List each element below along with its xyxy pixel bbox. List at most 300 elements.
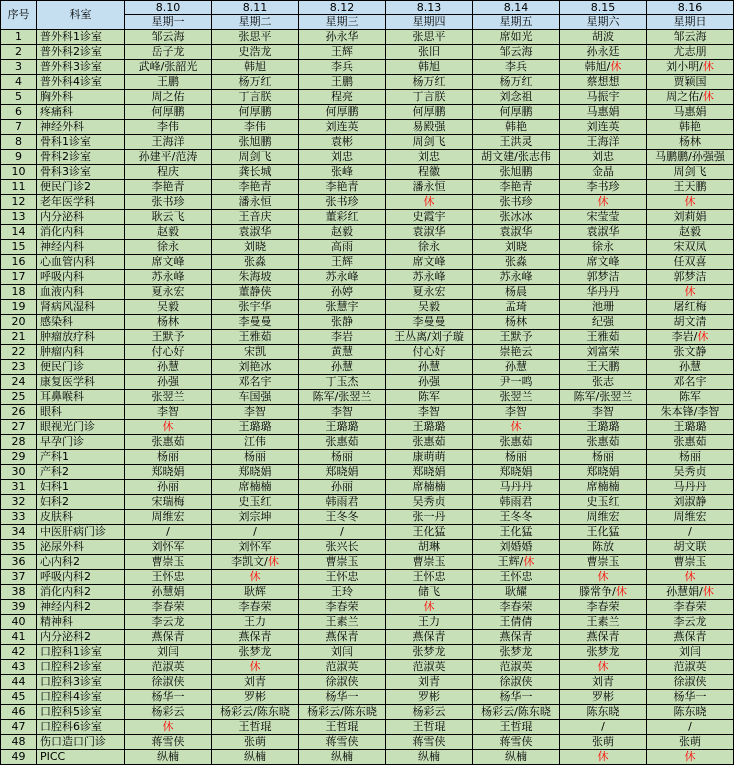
duty-cell: 吴秀贞 [386, 495, 473, 510]
duty-cell: 郑晓娟 [125, 465, 212, 480]
duty-cell: 张思平 [386, 30, 473, 45]
duty-cell: 燕保青 [299, 630, 386, 645]
duty-cell: 曹崇玉 [125, 555, 212, 570]
table-row [1, 615, 734, 630]
table-row [1, 270, 734, 285]
duty-cell: 燕保青 [473, 630, 560, 645]
duty-cell: 邹云海 [647, 30, 734, 45]
duty-cell [212, 660, 299, 675]
duty-cell: 王力 [212, 615, 299, 630]
duty-cell: 张梦龙 [212, 645, 299, 660]
duty-cell: 刘闫 [299, 645, 386, 660]
duty-cell: 郭梦洁 [560, 270, 647, 285]
duty-cell: 耿云飞 [125, 210, 212, 225]
duty-cell: 陈放 [560, 540, 647, 555]
duty-cell: 孙强 [386, 375, 473, 390]
rest-mark: 休 [267, 555, 279, 568]
duty-cell: 韩雨君 [473, 495, 560, 510]
duty-cell: 王雅茹 [212, 330, 299, 345]
duty-cell: 张惠茹 [299, 435, 386, 450]
duty-cell: 席楠楠 [212, 480, 299, 495]
table-row [1, 345, 734, 360]
duty-cell: 李书珍 [560, 180, 647, 195]
dept-name: 产科2 [37, 465, 125, 480]
row-number: 24 [1, 375, 37, 390]
duty-cell: 王璐璐 [212, 420, 299, 435]
table-row [1, 690, 734, 705]
duty-cell: 曹崇玉 [386, 555, 473, 570]
duty-cell: 马惠娟 [647, 105, 734, 120]
duty-cell: 纵楠 [212, 750, 299, 765]
duty-cell: 王哲琨 [473, 720, 560, 735]
duty-cell: 孟琦 [473, 300, 560, 315]
duty-cell: 刘青 [560, 675, 647, 690]
dept-name: 内分泌科2 [37, 630, 125, 645]
dept-name: 精神科 [37, 615, 125, 630]
duty-cell: 张惠茹 [125, 435, 212, 450]
duty-cell: 李春荣 [212, 600, 299, 615]
table-row [1, 105, 734, 120]
duty-cell: 孙建平/范涛 [125, 150, 212, 165]
dept-name: 普外科2诊室 [37, 45, 125, 60]
row-number: 2 [1, 45, 37, 60]
dept-name: 口腔科1诊室 [37, 645, 125, 660]
duty-cell: 杨林 [473, 315, 560, 330]
dept-name: 皮肤科 [37, 510, 125, 525]
duty-cell [647, 330, 734, 345]
duty-cell [647, 90, 734, 105]
duty-cell: 徐淑侠 [125, 675, 212, 690]
duty-cell: 李智 [212, 405, 299, 420]
duty-cell: 孙丽 [299, 480, 386, 495]
duty-cell: 李春荣 [560, 600, 647, 615]
duty-cell: 罗彬 [386, 690, 473, 705]
date-header: 8.10 [125, 1, 212, 15]
duty-cell: 史玉红 [212, 495, 299, 510]
duty-cell: 李春荣 [299, 600, 386, 615]
duty-cell: 李曼曼 [212, 315, 299, 330]
rest-mark: 休 [702, 90, 714, 103]
duty-cell: 郑晓娟 [560, 465, 647, 480]
dept-name: 骨科3诊室 [37, 165, 125, 180]
duty-cell: 陈军 [647, 390, 734, 405]
row-number: 38 [1, 585, 37, 600]
table-row [1, 60, 734, 75]
weekday-header: 星期三 [299, 15, 386, 30]
duty-cell: 李曼曼 [386, 315, 473, 330]
duty-cell: 纵楠 [386, 750, 473, 765]
duty-cell: 杨丽 [647, 450, 734, 465]
duty-cell: 史霞宇 [386, 210, 473, 225]
dept-column-header: 科室 [37, 1, 125, 30]
duty-cell: / [299, 525, 386, 540]
duty-cell: 孙丽 [125, 480, 212, 495]
dept-name: 心血管内科 [37, 255, 125, 270]
duty-cell: 吴毅 [386, 300, 473, 315]
duty-cell: 孙慧 [647, 360, 734, 375]
doctor-name: 李凯文/ [231, 555, 268, 568]
duty-cell [473, 420, 560, 435]
rest-mark: 休 [702, 585, 714, 598]
row-number: 7 [1, 120, 37, 135]
duty-cell: / [647, 720, 734, 735]
duty-cell: 李艳青 [299, 180, 386, 195]
weekday-header: 星期日 [647, 15, 734, 30]
table-row [1, 45, 734, 60]
rest-mark: 休 [684, 750, 696, 763]
duty-cell: 刘宗坤 [212, 510, 299, 525]
duty-cell: 王玲 [299, 585, 386, 600]
duty-cell: 王天鹏 [560, 360, 647, 375]
duty-cell: 高雨 [299, 240, 386, 255]
duty-cell: 燕保青 [212, 630, 299, 645]
duty-cell [647, 570, 734, 585]
row-number: 8 [1, 135, 37, 150]
duty-cell: 王冬冬 [473, 510, 560, 525]
table-row [1, 660, 734, 675]
rest-mark: 休 [249, 660, 261, 673]
row-number: 47 [1, 720, 37, 735]
duty-cell: 刘莉娟 [647, 210, 734, 225]
duty-cell [647, 195, 734, 210]
table-row [1, 405, 734, 420]
duty-cell: 袁淑华 [212, 225, 299, 240]
duty-cell: 郑晓娟 [299, 465, 386, 480]
duty-cell: 王雅茹 [560, 330, 647, 345]
dept-name: 肿瘤放疗科 [37, 330, 125, 345]
duty-cell: 杨晨 [473, 285, 560, 300]
duty-cell: 王海洋 [560, 135, 647, 150]
rest-mark: 休 [615, 585, 627, 598]
duty-cell: 王鹏 [299, 75, 386, 90]
weekday-header: 星期六 [560, 15, 647, 30]
duty-cell: 张翌兰 [125, 390, 212, 405]
duty-cell: 李艳青 [473, 180, 560, 195]
table-row [1, 480, 734, 495]
duty-cell: 徐永 [386, 240, 473, 255]
duty-cell: 周维宏 [125, 510, 212, 525]
table-row [1, 600, 734, 615]
dept-name: 妇科2 [37, 495, 125, 510]
date-header: 8.15 [560, 1, 647, 15]
duty-cell: 张峰 [299, 165, 386, 180]
duty-cell: 王化猛 [386, 525, 473, 540]
row-number: 36 [1, 555, 37, 570]
duty-cell: / [560, 720, 647, 735]
duty-cell: / [125, 525, 212, 540]
dept-name: 妇科1 [37, 480, 125, 495]
duty-cell: 韩艳 [473, 120, 560, 135]
table-row [1, 210, 734, 225]
duty-cell: 耿耀 [473, 585, 560, 600]
row-number: 6 [1, 105, 37, 120]
duty-cell: 李岩 [299, 330, 386, 345]
duty-cell: 王怀忠 [473, 570, 560, 585]
row-number: 19 [1, 300, 37, 315]
row-number: 32 [1, 495, 37, 510]
duty-cell: 郑晓娟 [386, 465, 473, 480]
duty-cell: 孙永华 [299, 30, 386, 45]
duty-cell: 刘闫 [647, 645, 734, 660]
dept-name: 普外科1诊室 [37, 30, 125, 45]
duty-cell [560, 60, 647, 75]
duty-cell: 易殿强 [386, 120, 473, 135]
duty-cell: 何厚鹏 [473, 105, 560, 120]
duty-cell: 王冬冬 [299, 510, 386, 525]
duty-cell: 王天鹏 [647, 180, 734, 195]
duty-cell: 赵毅 [125, 225, 212, 240]
duty-cell: 周剑飞 [386, 135, 473, 150]
duty-cell [560, 195, 647, 210]
duty-cell: 程庆 [125, 165, 212, 180]
duty-cell: 范淑英 [386, 660, 473, 675]
dept-name: 便民门诊 [37, 360, 125, 375]
duty-cell: 王海洋 [125, 135, 212, 150]
table-row [1, 555, 734, 570]
duty-cell: 刘晓 [212, 240, 299, 255]
table-row [1, 420, 734, 435]
duty-cell: 丁言朕 [386, 90, 473, 105]
duty-cell: 王倩倩 [473, 615, 560, 630]
duty-cell: 杨丽 [212, 450, 299, 465]
duty-cell [473, 555, 560, 570]
duty-cell: 王素兰 [560, 615, 647, 630]
table-row [1, 150, 734, 165]
duty-cell [125, 720, 212, 735]
duty-cell: 张旭鹏 [212, 135, 299, 150]
row-number: 23 [1, 360, 37, 375]
duty-cell: 王洪灵 [473, 135, 560, 150]
duty-cell: 龚长城 [212, 165, 299, 180]
row-number: 21 [1, 330, 37, 345]
duty-cell: 刘青 [386, 675, 473, 690]
duty-cell: 席如光 [473, 30, 560, 45]
row-number: 40 [1, 615, 37, 630]
rest-mark: 休 [249, 570, 261, 583]
duty-cell: 王怀忠 [299, 570, 386, 585]
duty-cell: 张宇华 [212, 300, 299, 315]
duty-cell: 刘晓 [473, 240, 560, 255]
duty-cell: 杨华一 [125, 690, 212, 705]
duty-cell: 张书珍 [125, 195, 212, 210]
duty-cell: 袁淑华 [386, 225, 473, 240]
duty-cell: 王音庆 [212, 210, 299, 225]
duty-cell: 王默予 [125, 330, 212, 345]
seq-column-header: 序号 [1, 1, 37, 30]
row-number: 46 [1, 705, 37, 720]
duty-cell: 孙婷 [299, 285, 386, 300]
duty-cell: 纵楠 [473, 750, 560, 765]
duty-cell [560, 585, 647, 600]
duty-cell: 付心好 [386, 345, 473, 360]
duty-cell: 王璐璐 [386, 420, 473, 435]
duty-cell: 孙慧 [473, 360, 560, 375]
duty-cell: 蒋雪侠 [386, 735, 473, 750]
dept-name: 血液内科 [37, 285, 125, 300]
duty-cell [212, 555, 299, 570]
doctor-name: 孙慧娟/ [666, 585, 703, 598]
rest-mark: 休 [597, 750, 609, 763]
duty-cell: 张志 [560, 375, 647, 390]
duty-cell: 邹云海 [125, 30, 212, 45]
duty-cell: 张冰冰 [473, 210, 560, 225]
duty-cell: 杨万红 [386, 75, 473, 90]
rest-mark: 休 [423, 195, 435, 208]
duty-cell: 马惠娟 [560, 105, 647, 120]
duty-cell: 王辉 [299, 45, 386, 60]
duty-cell: 张淼 [212, 255, 299, 270]
duty-cell: 范淑英 [473, 660, 560, 675]
duty-cell: 罗彬 [212, 690, 299, 705]
table-row [1, 195, 734, 210]
rest-mark: 休 [510, 420, 522, 433]
duty-cell: 蒋雪侠 [299, 735, 386, 750]
duty-cell: 胡文建/张志伟 [473, 150, 560, 165]
row-number: 5 [1, 90, 37, 105]
duty-cell: 孙慧 [125, 360, 212, 375]
row-number: 13 [1, 210, 37, 225]
duty-cell: 康萌萌 [386, 450, 473, 465]
duty-cell: 李智 [560, 405, 647, 420]
duty-cell: 席文峰 [386, 255, 473, 270]
duty-cell [560, 750, 647, 765]
duty-cell: 张惠茹 [647, 435, 734, 450]
duty-cell: 杨丽 [473, 450, 560, 465]
duty-cell: 张萌 [647, 735, 734, 750]
table-row [1, 90, 734, 105]
dept-name: 伤口造口门诊 [37, 735, 125, 750]
duty-cell: 夏永宏 [125, 285, 212, 300]
dept-name: 神经内科 [37, 240, 125, 255]
duty-cell: 吴秀贞 [647, 465, 734, 480]
dept-name: 便民门诊2 [37, 180, 125, 195]
duty-cell: 李智 [299, 405, 386, 420]
rest-mark: 休 [597, 660, 609, 673]
row-number: 18 [1, 285, 37, 300]
duty-cell: 丁言朕 [212, 90, 299, 105]
duty-cell: 王怀忠 [125, 570, 212, 585]
duty-cell: 孙慧 [386, 360, 473, 375]
duty-cell: 李智 [473, 405, 560, 420]
table-row [1, 645, 734, 660]
table-row [1, 135, 734, 150]
duty-cell: 王怀忠 [386, 570, 473, 585]
duty-cell: 纵楠 [299, 750, 386, 765]
table-row [1, 540, 734, 555]
duty-cell [386, 600, 473, 615]
duty-cell [560, 570, 647, 585]
row-number: 10 [1, 165, 37, 180]
rest-mark: 休 [162, 720, 174, 733]
roster-body [1, 30, 734, 765]
row-number: 37 [1, 570, 37, 585]
duty-cell: 罗彬 [560, 690, 647, 705]
duty-cell: 马丹丹 [647, 480, 734, 495]
duty-cell: 李智 [386, 405, 473, 420]
table-row [1, 30, 734, 45]
duty-cell [386, 195, 473, 210]
row-number: 11 [1, 180, 37, 195]
weekday-header: 星期二 [212, 15, 299, 30]
duty-cell: 李伟 [125, 120, 212, 135]
duty-cell: 杨彩云/陈东晓 [473, 705, 560, 720]
duty-cell: 王哲琨 [212, 720, 299, 735]
duty-cell [647, 285, 734, 300]
duty-cell: 刘闫 [125, 645, 212, 660]
row-number: 27 [1, 420, 37, 435]
row-number: 35 [1, 540, 37, 555]
row-number: 1 [1, 30, 37, 45]
duty-cell: 燕保青 [386, 630, 473, 645]
table-row [1, 450, 734, 465]
duty-cell: 张翌兰 [473, 390, 560, 405]
duty-cell: 李兵 [299, 60, 386, 75]
duty-cell: 何厚鹏 [212, 105, 299, 120]
dept-name: 眼视光门诊 [37, 420, 125, 435]
duty-cell: 李云龙 [647, 615, 734, 630]
doctor-name: 王辉/ [497, 555, 524, 568]
table-row [1, 255, 734, 270]
row-number: 33 [1, 510, 37, 525]
table-row [1, 510, 734, 525]
duty-cell [212, 570, 299, 585]
duty-cell: 孙慧 [299, 360, 386, 375]
duty-cell: 席文峰 [560, 255, 647, 270]
row-number: 16 [1, 255, 37, 270]
duty-cell: 席楠楠 [386, 480, 473, 495]
duty-cell: 李伟 [212, 120, 299, 135]
duty-cell: / [647, 525, 734, 540]
duty-cell: 邓名宇 [212, 375, 299, 390]
duty-cell: 周维宏 [560, 510, 647, 525]
duty-cell: 张萌 [212, 735, 299, 750]
table-row [1, 285, 734, 300]
duty-cell: 陈军 [386, 390, 473, 405]
duty-cell: 王璐璐 [299, 420, 386, 435]
duty-cell: 韩艳 [647, 120, 734, 135]
rest-mark: 休 [702, 60, 714, 73]
duty-cell: 杨彩云 [386, 705, 473, 720]
dept-name: PICC [37, 750, 125, 765]
duty-cell: 刘青 [212, 675, 299, 690]
duty-cell: 尹一鸣 [473, 375, 560, 390]
doctor-name: 刘小明/ [666, 60, 703, 73]
table-row [1, 570, 734, 585]
doctor-name: 周之佑/ [666, 90, 703, 103]
duty-cell: 王鹏 [125, 75, 212, 90]
row-number: 15 [1, 240, 37, 255]
duty-cell: 张静 [299, 315, 386, 330]
duty-cell: 苏永峰 [299, 270, 386, 285]
duty-cell: 刘忠 [299, 150, 386, 165]
dept-name: 消化内科2 [37, 585, 125, 600]
row-number: 45 [1, 690, 37, 705]
duty-cell: 张文静 [647, 345, 734, 360]
row-number: 43 [1, 660, 37, 675]
duty-cell: 张慧宇 [299, 300, 386, 315]
duty-cell: 岳子龙 [125, 45, 212, 60]
dept-name: 康复医学科 [37, 375, 125, 390]
dept-name: 消化内科 [37, 225, 125, 240]
duty-cell: 马振宇 [560, 90, 647, 105]
duty-cell: 王璐璐 [647, 420, 734, 435]
duty-cell: 江伟 [212, 435, 299, 450]
row-number: 20 [1, 315, 37, 330]
duty-cell: 李兵 [473, 60, 560, 75]
dept-name: 耳鼻喉科 [37, 390, 125, 405]
row-number: 12 [1, 195, 37, 210]
table-row [1, 330, 734, 345]
